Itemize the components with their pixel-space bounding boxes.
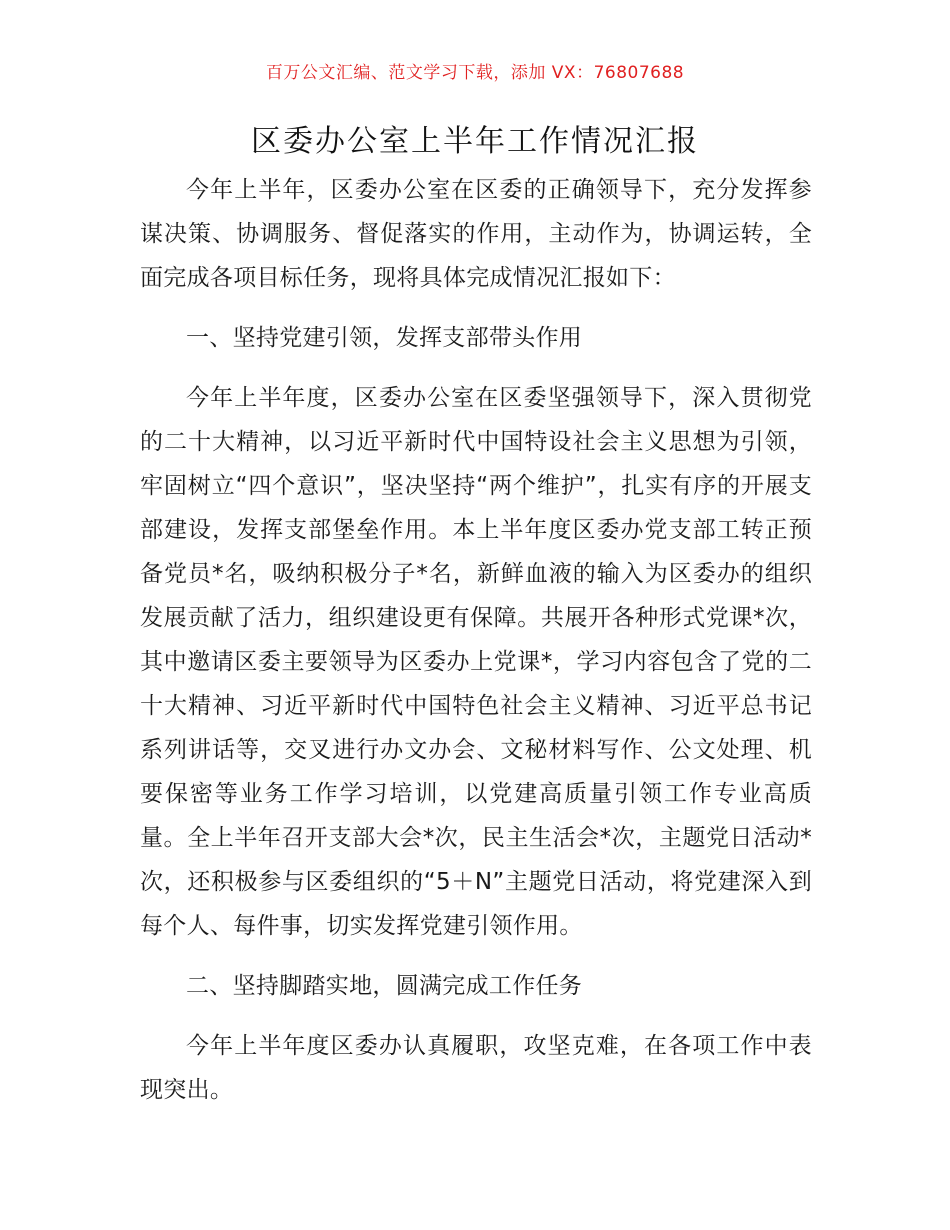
section-heading-1: 一、坚持党建引领，发挥支部带头作用 xyxy=(186,325,583,351)
intro-paragraph: 今年上半年，区委办公室在区委的正确领导下，充分发挥参谋决策、协调服务、督促落实的作用，主动作为，协调运转，全面完成各项目标任务，现将具体完成情况汇报如下： xyxy=(140,177,812,291)
document-body xyxy=(140,168,812,1112)
watermark-text: 百万公文汇编、范文学习下载，添加 VX：76807688 xyxy=(265,63,685,83)
section-2-paragraph: 今年上半年度区委办认真履职，攻坚克难，在各项工作中表现突出。 xyxy=(140,1033,812,1103)
section-1-paragraph: 今年上半年度，区委办公室在区委坚强领导下，深入贯彻党的二十大精神，以习近平新时代中国特设社会主义思想为引领，牢固树立“四个意识”，坚决坚持“两个维护”，扎实有序的开展支部建设，发挥支部堡垒作用。本上半年度区委办党支部工转正预备党员*名，吸纳积极分子*名，新鲜血液的输入为区委办的组织发展贡献了活力，组织建设更有保障。共展开各种形式党课*次，其中邀请区委主要领导为区委办上党课*，学习内容包含了党的二十大精神、习近平新时代中国特色社会主义精神、习近平总书记系列讲话等，交叉进行办文办会、文秘材料写作、公文处理、机要保密等业务工作学习培训，以党建高质量引领工作专业高质量。全上半年召开支部大会*次，民主生活会*次，主题党日活动*次，还积极参与区委组织的“5＋N”主题党日活动，将党建深入到每个人、每件事，切实发挥党建引领作用。 xyxy=(140,385,812,939)
section-heading-2: 二、坚持脚踏实地，圆满完成工作任务 xyxy=(186,973,583,999)
page-title: 区委办公室上半年工作情况汇报 xyxy=(251,124,699,159)
